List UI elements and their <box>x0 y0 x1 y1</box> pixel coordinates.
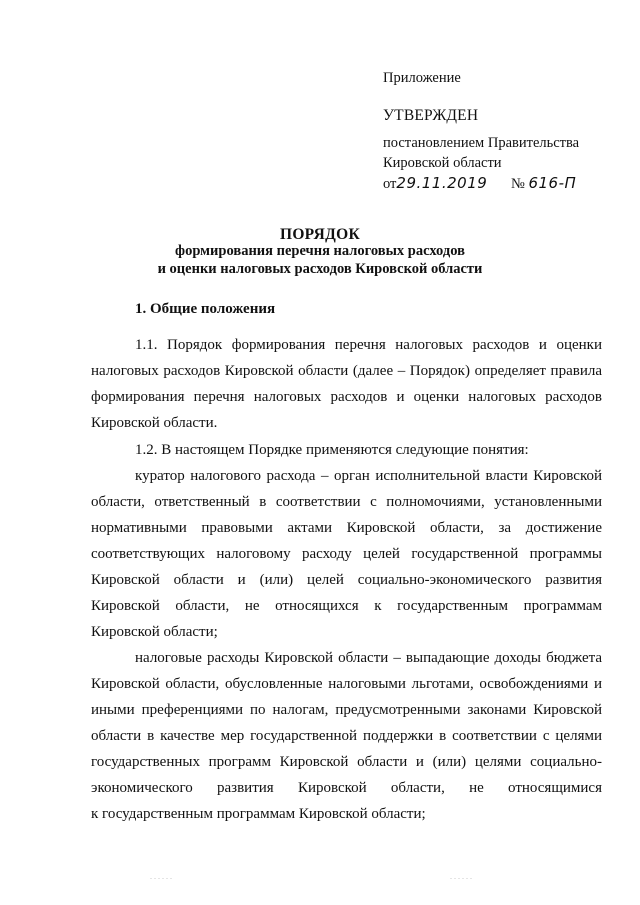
body-line: куратор налогового расхода – орган исполнительной власти Кировской <box>135 468 602 484</box>
body-line: экономического развития Кировской области, не относящимися <box>91 780 602 796</box>
body-line: 1.2. В настоящем Порядке применяются следующие понятия: <box>135 442 529 458</box>
body-line: нормативными правовыми актами Кировской области, за достижение <box>91 520 602 536</box>
body-line: соответствующих налоговому расходу целей государственной программы <box>91 546 602 562</box>
body-line: налоговых расходов Кировской области (далее – Порядок) определяет правила <box>91 363 602 379</box>
body-line: Кировской области; <box>91 624 218 640</box>
decree-number <box>511 173 576 194</box>
handwritten-number: 616-П <box>528 174 577 192</box>
decree-line-1: постановлением Правительства <box>383 135 580 151</box>
document-title: ПОРЯДОК <box>279 226 361 243</box>
body-line: к государственным программам Кировской области; <box>91 806 426 822</box>
document-subtitle-2: и оценки налоговых расходов Кировской области <box>157 261 483 277</box>
body-line: иными преференциями по налогам, предусмотренными законами Кировской <box>91 702 602 718</box>
decree-date-row <box>383 173 579 194</box>
handwritten-date: 29.11.2019 <box>396 174 488 192</box>
body-line: 1.1. Порядок формирования перечня налоговых расходов и оценки <box>135 337 602 353</box>
document-subtitle-1: формирования перечня налоговых расходов <box>175 243 465 259</box>
body-line: формирования перечня налоговых расходов и оценки налоговых расходов <box>91 389 602 405</box>
decree-block <box>383 133 579 194</box>
body-line: Кировской области. <box>91 415 218 431</box>
body-line: области, ответственный в соответствии с полномочиями, установленными <box>91 494 602 510</box>
section-heading: 1. Общие положения <box>135 301 276 317</box>
decree-line-2: Кировской области <box>383 155 502 171</box>
body-line: налоговые расходы Кировской области – выпадающие доходы бюджета <box>135 650 602 666</box>
body-line: Кировской области, обусловленные налоговыми льготами, освобождениями и <box>91 676 602 692</box>
appendix-label: Приложение <box>383 70 461 86</box>
date-prefix: от <box>383 176 397 192</box>
body-line: Кировской области и (или) целей социально-экономического развития <box>91 572 602 588</box>
footer-mark-right: ...... <box>450 872 474 881</box>
number-prefix: № <box>511 176 525 192</box>
approved-label: УТВЕРЖДЕН <box>383 107 479 124</box>
footer-mark-left: ...... <box>150 872 174 881</box>
body-line: области в качестве мер государственной поддержки в соответствии с целями <box>91 728 602 744</box>
body-line: Кировской области, не относящихся к государственным программам <box>91 598 602 614</box>
body-line: государственных программ Кировской области и (или) целями социально- <box>91 754 602 770</box>
